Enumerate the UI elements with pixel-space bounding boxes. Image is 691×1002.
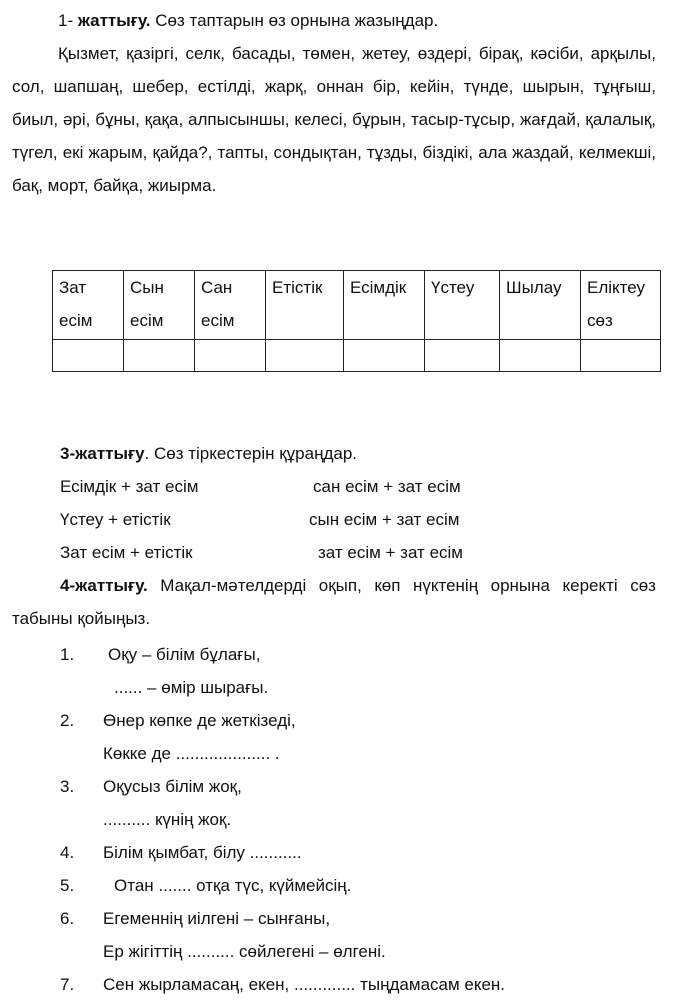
- combination-right: зат есім + зат есім: [318, 543, 463, 562]
- table-cell[interactable]: [195, 340, 266, 372]
- parts-of-speech-table: [52, 270, 661, 372]
- proverb-number: 4.: [60, 843, 75, 862]
- table-cell[interactable]: [500, 340, 581, 372]
- proverb-number: 7.: [60, 975, 75, 994]
- proverb-number: 3.: [60, 777, 75, 796]
- combination-right: сын есім + зат есім: [309, 510, 460, 529]
- exercise-1-heading: [58, 4, 438, 37]
- table-cell[interactable]: [53, 340, 124, 372]
- column-header-pronoun: Есімдік: [344, 271, 425, 340]
- column-header-numeral: Сан есім: [195, 271, 266, 340]
- proverb-line: Өнер көпке де жеткізеді,: [103, 711, 296, 730]
- exercise-4-heading: [12, 569, 656, 635]
- proverb-line: Ер жігіттің .......... сөйлегені – өлгені.: [103, 942, 386, 961]
- table-row: [53, 340, 661, 372]
- exercise-1-label: жаттығу.: [77, 11, 151, 30]
- column-header-adjective: Сын есім: [124, 271, 195, 340]
- table-cell[interactable]: [266, 340, 344, 372]
- column-header-noun: Зат есім: [53, 271, 124, 340]
- exercise-1-number: 1-: [58, 11, 74, 30]
- exercise-3-label: 3-жаттығу: [60, 444, 145, 463]
- exercise-1-word-list: Қызмет, қазіргі, селк, басады, төмен, жетеу, өздері, бірақ, кәсіби, арқылы, сол, шапшаң, шебер, естілді, жарқ, оннан бір, кейін, түнде, шырын, тұңғыш, биыл, әрі, бұны, қақа, алпысыншы, келесі, бұрын, тасыр-тұсыр, жағдай, қалалық, түгел, екі жарым, қайда?, тапты, сондықтан, тұзды, біздікі, ала жаздай, келмекші, бақ, морт, байқа, жиырма.: [12, 44, 656, 195]
- column-header-adverb: Үстеу: [425, 271, 500, 340]
- proverb-line: Оқусыз білім жоқ,: [103, 777, 242, 796]
- proverb-number: 2.: [60, 711, 75, 730]
- table-cell[interactable]: [124, 340, 195, 372]
- proverb-line: Егеменнің иілгені – сынғаны,: [103, 909, 331, 928]
- proverb-number: 5.: [60, 876, 75, 895]
- exercise-3-heading: [60, 437, 357, 470]
- proverb-number: 6.: [60, 909, 75, 928]
- proverb-line: Оқу – білім бұлағы,: [108, 645, 261, 664]
- proverb-line: Отан ....... отқа түс, күймейсің.: [114, 876, 352, 895]
- exercise-4-instruction: Мақал-мәтелдерді оқып, көп нүктенің орнына керекті сөз табыны қойыңыз.: [12, 576, 656, 628]
- proverb-line: .......... күнің жоқ.: [103, 810, 232, 829]
- proverb-line: ...... – өмір шырағы.: [114, 678, 269, 697]
- exercise-1-instruction: Сөз таптарын өз орнына жазыңдар.: [155, 11, 439, 30]
- proverb-number: 1.: [60, 645, 75, 664]
- column-header-onomatopoeia: Еліктеу сөз: [581, 271, 661, 340]
- proverb-line: Көкке де .................... .: [103, 744, 280, 763]
- combination-right: сан есім + зат есім: [313, 477, 461, 496]
- exercise-4-label: 4-жаттығу.: [60, 576, 148, 595]
- column-header-verb: Етістік: [266, 271, 344, 340]
- combination-left: Зат есім + етістік: [60, 543, 193, 562]
- combination-left: Үстеу + етістік: [60, 510, 171, 529]
- proverb-line: Сен жырламасаң, екен, ............. тыңдамасам екен.: [103, 975, 506, 994]
- table-cell[interactable]: [425, 340, 500, 372]
- table-cell[interactable]: [581, 340, 661, 372]
- exercise-3-instruction: . Сөз тіркестерін құраңдар.: [144, 444, 358, 463]
- column-header-conjunction: Шылау: [500, 271, 581, 340]
- proverb-line: Білім қымбат, білу ...........: [103, 843, 302, 862]
- combination-left: Есімдік + зат есім: [60, 477, 199, 496]
- table-cell[interactable]: [344, 340, 425, 372]
- table-header-row: [53, 271, 661, 340]
